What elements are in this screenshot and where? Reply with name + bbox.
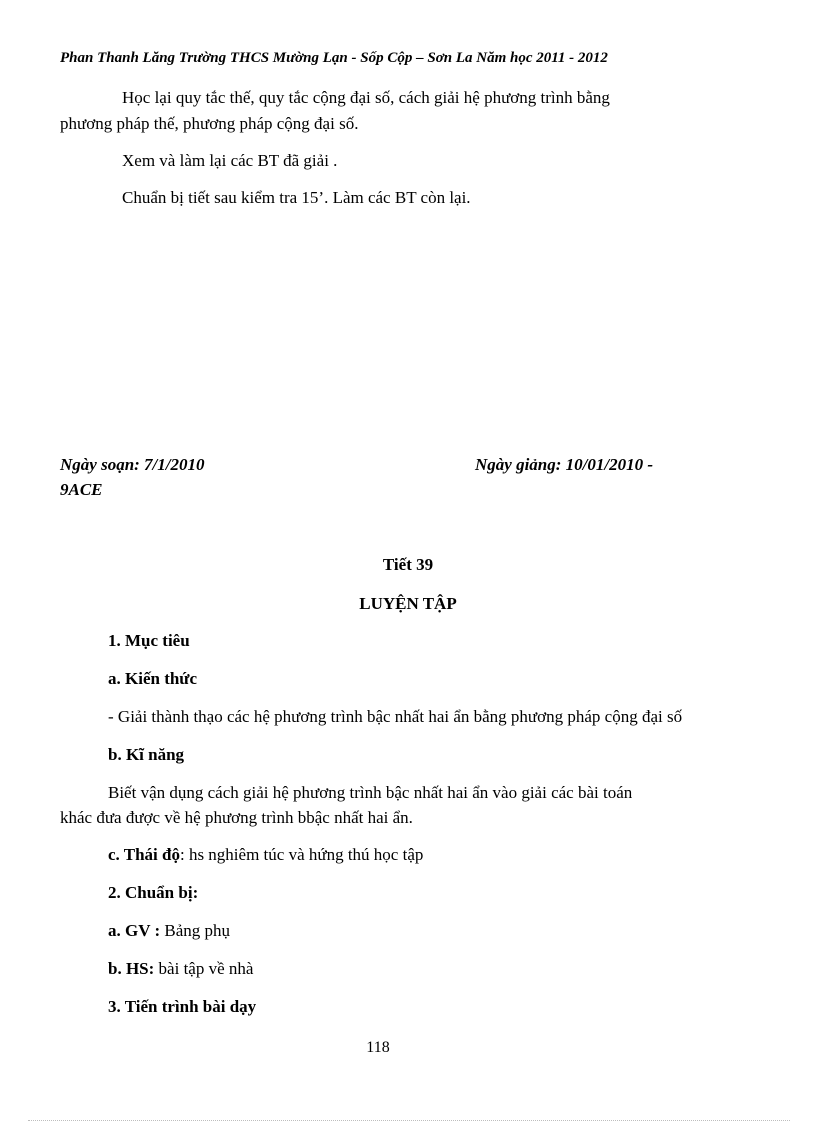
skills-heading: b. Kĩ năng [108, 745, 185, 764]
page-header: Phan Thanh Lăng Trường THCS Mường Lạn - Sốp Cộp – Sơn La Năm học 2011 - 2012 [60, 50, 608, 66]
teach-date: Ngày giảng: 10/01/2010 - [475, 455, 654, 474]
knowledge-heading: a. Kiến thức [108, 669, 198, 688]
attitude-line [108, 845, 423, 865]
class-list: 9ACE [60, 480, 103, 499]
review-line-4: Chuẩn bị tiết sau kiểm tra 15’. Làm các BT còn lại. [122, 188, 471, 207]
page-number: 118 [366, 1039, 390, 1056]
student-prep-heading: b. HS: [108, 959, 155, 978]
review-line-2: phương pháp thế, phương pháp cộng đại số. [60, 114, 359, 133]
objectives-heading: 1. Mục tiêu [108, 631, 190, 650]
review-line-3: Xem và làm lại các BT đã giải . [122, 151, 338, 170]
lesson-title: LUYỆN TẬP [359, 594, 457, 613]
knowledge-text: - Giải thành thạo các hệ phương trình bậc nhất hai ẩn bằng phương pháp cộng đại số [108, 707, 683, 726]
student-prep-line [108, 959, 253, 979]
student-prep-text: bài tập về nhà [154, 959, 254, 978]
lesson-number: Tiết 39 [382, 555, 434, 574]
teacher-prep-heading: a. GV : [108, 921, 161, 940]
skills-line-2: khác đưa được về hệ phương trình bbậc nhất hai ẩn. [60, 808, 413, 827]
process-heading: 3. Tiến trình bài dạy [108, 997, 257, 1016]
teacher-prep-line [108, 921, 230, 941]
teacher-prep-text: Bảng phụ [160, 921, 230, 940]
attitude-text: : hs nghiêm túc và hứng thú học tập [179, 845, 424, 864]
preparation-heading: 2. Chuẩn bị: [108, 883, 199, 902]
review-line-1: Học lại quy tắc thế, quy tắc cộng đại số, cách giải hệ phương trình bằng [122, 88, 610, 107]
attitude-heading: c. Thái độ [108, 845, 180, 864]
page-bottom-divider [28, 1120, 790, 1121]
prep-date: Ngày soạn: 7/1/2010 [60, 455, 205, 474]
skills-line-1: Biết vận dụng cách giải hệ phương trình bậc nhất hai ẩn vào giải các bài toán [108, 783, 633, 802]
